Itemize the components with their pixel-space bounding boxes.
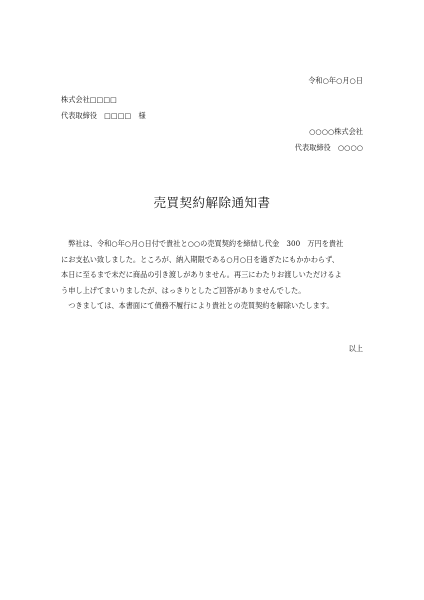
recipient-company: 株式会社□□□□ (61, 95, 117, 104)
sender-representative: 代表取締役 ○○○○ (294, 143, 363, 152)
letter-date: 令和○年○月○日 (308, 76, 363, 85)
body-line: にお支払い致しました。ところが、納入期限である○月○日を過ぎたにもかかわらず、 (61, 254, 339, 264)
letter-body (61, 236, 365, 314)
document-title: 売買契約解除通知書 (153, 195, 271, 210)
closing-text: 以上 (348, 344, 363, 353)
recipient-representative: 代表取締役 □□□□ 様 (61, 111, 146, 120)
sender-company: ○○○○株式会社 (309, 127, 363, 136)
body-line: 本日に至るまで未だに商品の引き渡しがありません。再三にわたりお渡しいただけるよ (61, 270, 342, 279)
body-line: う申し上げてまいりましたが、はっきりとしたご回答がありませんでした。 (61, 285, 306, 295)
body-line: つきましては、本書面にて債務不履行により貴社との売買契約を解除いたします。 (68, 301, 334, 310)
body-line: 弊社は、令和○年○月○日付で貴社と○○の売買契約を締結し代金 300 万円を貴社 (68, 239, 344, 248)
